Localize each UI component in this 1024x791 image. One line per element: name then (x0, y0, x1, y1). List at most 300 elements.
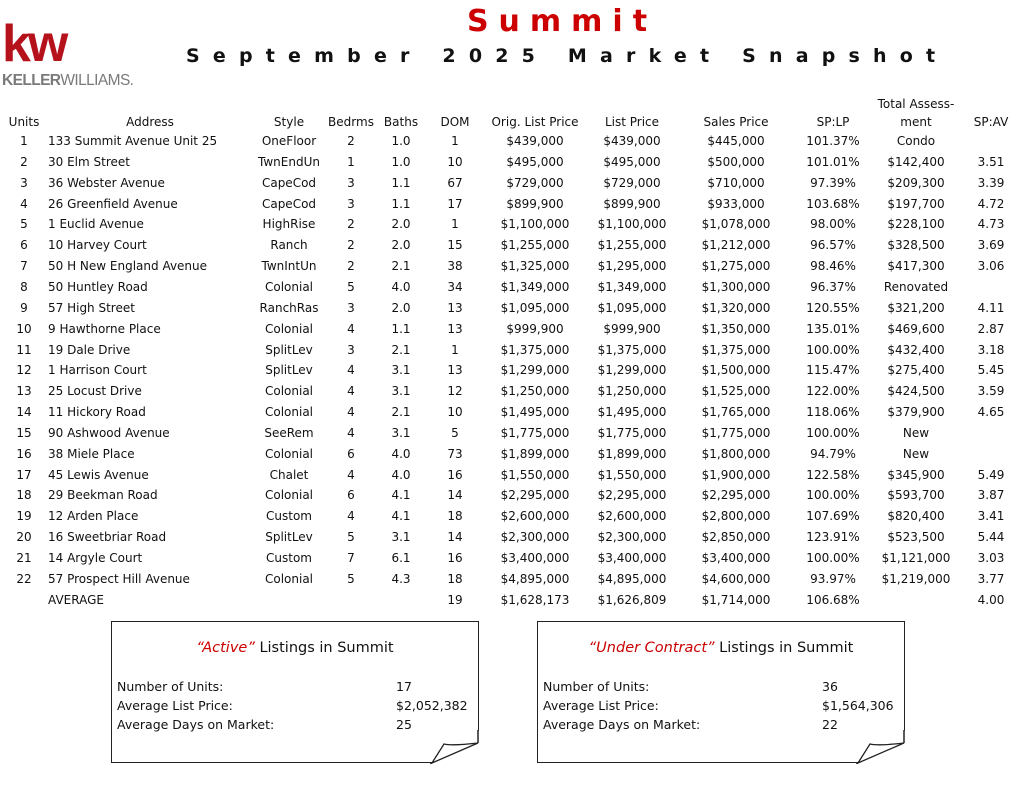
cell-list-price: $2,295,000 (597, 488, 667, 503)
active-listings-title-accent: “Active” (196, 640, 255, 656)
cell-units: 8 (20, 279, 28, 294)
cell-total-assessment: $1,219,000 (881, 571, 951, 586)
cell-orig-list-price: $899,900 (506, 196, 564, 211)
cell-orig-list-price: $439,000 (506, 134, 564, 148)
cell-baths: 3.1 (391, 363, 411, 378)
cell-dom: 13 (447, 363, 463, 378)
cell-dom: 18 (447, 509, 463, 524)
cell-sp-av: 3.51 (977, 154, 1005, 169)
cell-sales-price: $1,212,000 (701, 238, 771, 253)
active-avg-list-price-label: Average List Price: (117, 698, 233, 713)
cell-style: Colonial (264, 279, 314, 294)
cell-bedrms: 3 (347, 175, 355, 190)
cell-baths: 2.1 (391, 259, 411, 274)
cell-list-price: $999,900 (603, 321, 661, 336)
cell-bedrms: 2 (347, 238, 355, 253)
active-avg-list-price-value: $2,052,382 (396, 698, 468, 713)
column-header-address: Address (126, 115, 174, 129)
cell-sp-av: 5.44 (977, 530, 1005, 545)
cell-units: 7 (20, 259, 28, 274)
cell-list-price: $495,000 (603, 154, 661, 169)
cell-style: CapeCod (261, 175, 317, 190)
cell-address: 10 Harvey Court (48, 238, 147, 253)
cell-baths: 2.1 (391, 342, 411, 357)
cell-baths: 4.0 (391, 467, 411, 482)
average-label: AVERAGE (48, 592, 104, 607)
cell-bedrms: 4 (347, 384, 355, 399)
cell-style: Colonial (264, 384, 314, 399)
average-sales-price: $1,714,000 (701, 592, 771, 607)
cell-sp-lp: 120.55% (806, 300, 860, 315)
cell-dom: 16 (447, 467, 463, 482)
cell-units: 20 (16, 530, 32, 545)
cell-list-price: $1,095,000 (597, 300, 667, 315)
cell-list-price: $1,775,000 (597, 425, 667, 440)
cell-sp-lp: 135.01% (806, 321, 860, 336)
under-contract-title-rest: Listings in Summit (714, 640, 854, 656)
cell-total-assessment: $345,900 (887, 467, 945, 482)
column-header-dom: DOM (440, 115, 470, 129)
cell-list-price: $439,000 (603, 134, 661, 148)
cell-style: SplitLev (265, 342, 313, 357)
cell-sp-av: 5.49 (977, 467, 1005, 482)
cell-sales-price: $1,275,000 (701, 259, 771, 274)
cell-style: Chalet (269, 467, 309, 482)
cell-dom: 67 (447, 175, 463, 190)
column-header-style: Style (273, 115, 305, 129)
cell-units: 19 (16, 509, 32, 524)
cell-total-assessment: $328,500 (887, 238, 945, 253)
cell-orig-list-price: $1,899,000 (500, 446, 570, 461)
column-header-total-assessment-line2: ment (900, 115, 932, 129)
average-sp-lp: 106.68% (806, 592, 860, 607)
cell-list-price: $3,400,000 (597, 551, 667, 565)
cell-list-price: $2,300,000 (597, 530, 667, 545)
cell-style: TwnEndUn (258, 154, 320, 169)
cell-sales-price: $710,000 (707, 175, 765, 190)
active-listings-box (111, 621, 479, 763)
cell-style: Colonial (264, 321, 314, 336)
cell-sales-price: $2,295,000 (701, 488, 771, 503)
cell-orig-list-price: $999,900 (506, 321, 564, 336)
cell-address: 1 Harrison Court (48, 363, 147, 378)
cell-orig-list-price: $1,299,000 (500, 363, 570, 378)
cell-sp-lp: 93.97% (810, 571, 856, 586)
cell-baths: 4.1 (391, 509, 411, 524)
active-avg-dom-label: Average Days on Market: (117, 717, 275, 732)
under-contract-listings-box (537, 621, 905, 763)
cell-bedrms: 4 (347, 425, 355, 440)
cell-baths: 3.1 (391, 530, 411, 545)
cell-sp-lp: 115.47% (806, 363, 860, 378)
cell-units: 1 (20, 134, 28, 148)
cell-sp-av: 4.65 (977, 405, 1005, 420)
cell-total-assessment: $469,600 (887, 321, 945, 336)
cell-style: OneFloor (261, 134, 317, 148)
cell-bedrms: 2 (347, 259, 355, 274)
active-avg-dom-value: 25 (396, 717, 412, 732)
cell-baths: 1.1 (391, 196, 411, 211)
cell-baths: 2.1 (391, 405, 411, 420)
cell-baths: 4.0 (391, 446, 411, 461)
cell-dom: 12 (447, 384, 463, 399)
cell-sp-lp: 96.57% (810, 238, 856, 253)
cell-orig-list-price: $1,495,000 (500, 405, 570, 420)
cell-sp-lp: 100.00% (806, 551, 860, 565)
column-header-baths: Baths (383, 115, 419, 129)
cell-address: 16 Sweetbriar Road (48, 530, 167, 545)
cell-style: Custom (266, 509, 312, 524)
cell-units: 5 (20, 217, 28, 232)
cell-address: 30 Elm Street (48, 154, 130, 169)
cell-bedrms: 5 (347, 530, 355, 545)
cell-units: 21 (16, 551, 32, 565)
cell-sp-av: 3.87 (977, 488, 1005, 503)
cell-dom: 18 (447, 571, 463, 586)
cell-sp-lp: 97.39% (810, 175, 856, 190)
active-listings-title (112, 640, 478, 656)
under-contract-title-accent: “Under Contract” (588, 640, 715, 656)
cell-address: 12 Arden Place (48, 509, 139, 524)
cell-bedrms: 5 (347, 279, 355, 294)
cell-sales-price: $445,000 (707, 134, 765, 148)
cell-address: 50 H New England Avenue (48, 259, 208, 274)
cell-sp-av: 5.45 (977, 363, 1005, 378)
cell-sp-av: 4.73 (977, 217, 1005, 232)
cell-orig-list-price: $4,895,000 (500, 571, 570, 586)
active-listings-title-rest: Listings in Summit (254, 640, 394, 656)
cell-sales-price: $1,300,000 (701, 279, 771, 294)
cell-list-price: $729,000 (603, 175, 661, 190)
cell-orig-list-price: $495,000 (506, 154, 564, 169)
cell-sales-price: $500,000 (707, 154, 765, 169)
page-curl-icon (430, 730, 480, 764)
cell-orig-list-price: $2,300,000 (500, 530, 570, 545)
cell-sp-lp: 122.00% (806, 384, 860, 399)
cell-orig-list-price: $1,095,000 (500, 300, 570, 315)
cell-sales-price: $1,375,000 (701, 342, 771, 357)
cell-sp-lp: 101.01% (806, 154, 860, 169)
cell-baths: 2.0 (391, 300, 411, 315)
cell-list-price: $1,375,000 (597, 342, 667, 357)
cell-bedrms: 2 (347, 217, 355, 232)
cell-style: Custom (266, 551, 312, 565)
cell-address: 9 Hawthorne Place (48, 321, 161, 336)
cell-orig-list-price: $1,550,000 (500, 467, 570, 482)
cell-style: SplitLev (265, 363, 313, 378)
cell-units: 14 (16, 405, 32, 420)
cell-total-assessment: $209,300 (887, 175, 945, 190)
active-units-value: 17 (396, 679, 412, 694)
cell-total-assessment: New (902, 425, 930, 440)
cell-total-assessment: $523,500 (887, 530, 945, 545)
cell-total-assessment: $417,300 (887, 259, 945, 274)
average-list-price: $1,626,809 (597, 592, 667, 607)
cell-orig-list-price: $3,400,000 (500, 551, 570, 565)
cell-sp-lp: 100.00% (806, 488, 860, 503)
cell-list-price: $1,495,000 (597, 405, 667, 420)
cell-style: TwnIntUn (261, 259, 317, 274)
cell-dom: 15 (447, 238, 463, 253)
cell-sp-av: 3.41 (977, 509, 1005, 524)
cell-dom: 14 (447, 488, 463, 503)
cell-sales-price: $2,800,000 (701, 509, 771, 524)
cell-style: HighRise (262, 217, 316, 232)
cell-baths: 3.1 (391, 425, 411, 440)
contract-avg-list-price-value: $1,564,306 (822, 698, 894, 713)
cell-dom: 73 (447, 446, 463, 461)
contract-avg-list-price-label: Average List Price: (543, 698, 659, 713)
cell-sales-price: $1,800,000 (701, 446, 771, 461)
cell-units: 18 (16, 488, 32, 503)
cell-total-assessment: $593,700 (887, 488, 945, 503)
logo-name-bold: KELLER (2, 72, 61, 89)
cell-dom: 34 (447, 279, 463, 294)
cell-address: 38 Miele Place (48, 446, 135, 461)
cell-total-assessment: $379,900 (887, 405, 945, 420)
cell-style: Colonial (264, 571, 314, 586)
cell-units: 4 (20, 196, 28, 211)
cell-baths: 1.1 (391, 321, 411, 336)
page-subtitle: September 2025 Market Snapshot (186, 45, 949, 67)
cell-sp-lp: 101.37% (806, 134, 860, 148)
cell-sp-lp: 100.00% (806, 425, 860, 440)
cell-style: Colonial (264, 488, 314, 503)
column-header-list-price: List Price (604, 115, 660, 129)
cell-units: 17 (16, 467, 32, 482)
cell-bedrms: 3 (347, 196, 355, 211)
cell-orig-list-price: $1,250,000 (500, 384, 570, 399)
cell-style: Colonial (264, 405, 314, 420)
cell-address: 19 Dale Drive (48, 342, 131, 357)
column-header-units: Units (8, 115, 40, 129)
cell-address: 90 Ashwood Avenue (48, 425, 170, 440)
cell-list-price: $4,895,000 (597, 571, 667, 586)
cell-sp-av: 3.77 (977, 571, 1005, 586)
cell-units: 6 (20, 238, 28, 253)
cell-address: 25 Locust Drive (48, 384, 142, 399)
cell-bedrms: 3 (347, 342, 355, 357)
cell-bedrms: 7 (347, 551, 355, 565)
cell-sp-av: 3.69 (977, 238, 1005, 253)
cell-sales-price: $1,320,000 (701, 300, 771, 315)
contract-avg-dom-label: Average Days on Market: (543, 717, 701, 732)
cell-list-price: $1,550,000 (597, 467, 667, 482)
cell-orig-list-price: $1,775,000 (500, 425, 570, 440)
cell-total-assessment: Condo (896, 134, 936, 148)
cell-dom: 14 (447, 530, 463, 545)
cell-bedrms: 4 (347, 321, 355, 336)
cell-sales-price: $1,765,000 (701, 405, 771, 420)
cell-sp-av: 2.87 (977, 321, 1005, 336)
cell-bedrms: 4 (347, 363, 355, 378)
kw-logo-mark: kw (2, 15, 66, 73)
cell-units: 10 (16, 321, 32, 336)
cell-address: 50 Huntley Road (48, 279, 148, 294)
cell-sp-lp: 94.79% (810, 446, 856, 461)
cell-total-assessment: $424,500 (887, 384, 945, 399)
cell-sp-lp: 96.37% (810, 279, 856, 294)
cell-sp-lp: 100.00% (806, 342, 860, 357)
column-header-total-assessment-line1: Total Assess- (877, 97, 955, 111)
cell-total-assessment: $275,400 (887, 363, 945, 378)
cell-baths: 4.0 (391, 279, 411, 294)
cell-sp-lp: 107.69% (806, 509, 860, 524)
cell-orig-list-price: $2,295,000 (500, 488, 570, 503)
cell-total-assessment: $820,400 (887, 509, 945, 524)
cell-dom: 13 (447, 300, 463, 315)
cell-sp-lp: 103.68% (806, 196, 860, 211)
cell-sales-price: $2,850,000 (701, 530, 771, 545)
contract-units-label: Number of Units: (543, 679, 650, 694)
cell-style: SeeRem (264, 425, 314, 440)
cell-sp-av: 3.59 (977, 384, 1005, 399)
cell-list-price: $1,250,000 (597, 384, 667, 399)
cell-units: 12 (16, 363, 32, 378)
cell-orig-list-price: $1,349,000 (500, 279, 570, 294)
cell-units: 11 (16, 342, 32, 357)
cell-bedrms: 2 (347, 134, 355, 148)
average-dom: 19 (447, 592, 463, 607)
average-sp-av: 4.00 (977, 592, 1005, 607)
column-header-sp-lp: SP:LP (816, 115, 850, 129)
page-curl-icon (856, 730, 906, 764)
cell-address: 133 Summit Avenue Unit 25 (48, 134, 218, 148)
cell-units: 16 (16, 446, 32, 461)
cell-total-assessment: $228,100 (887, 217, 945, 232)
cell-dom: 16 (447, 551, 463, 565)
page-title: Summit (466, 4, 658, 39)
cell-total-assessment: Renovated (883, 279, 949, 294)
cell-sales-price: $1,500,000 (701, 363, 771, 378)
cell-orig-list-price: $1,375,000 (500, 342, 570, 357)
cell-address: 1 Euclid Avenue (48, 217, 144, 232)
cell-sp-av: 3.06 (977, 259, 1005, 274)
cell-address: 57 High Street (48, 300, 135, 315)
cell-units: 15 (16, 425, 32, 440)
average-orig-list-price: $1,628,173 (500, 592, 570, 607)
column-header-orig-list-price: Orig. List Price (491, 115, 579, 129)
cell-dom: 38 (447, 259, 463, 274)
cell-bedrms: 4 (347, 509, 355, 524)
cell-sp-lp: 118.06% (806, 405, 860, 420)
cell-dom: 10 (447, 405, 463, 420)
cell-total-assessment: $432,400 (887, 342, 945, 357)
cell-address: 45 Lewis Avenue (48, 467, 149, 482)
column-header-bedrms: Bedrms (328, 115, 374, 129)
cell-bedrms: 6 (347, 488, 355, 503)
cell-list-price: $1,299,000 (597, 363, 667, 378)
cell-style: Ranch (270, 238, 308, 253)
cell-list-price: $1,100,000 (597, 217, 667, 232)
cell-list-price: $1,295,000 (597, 259, 667, 274)
cell-sp-lp: 98.46% (810, 259, 856, 274)
cell-baths: 3.1 (391, 384, 411, 399)
cell-dom: 13 (447, 321, 463, 336)
cell-dom: 1 (451, 342, 459, 357)
cell-sales-price: $4,600,000 (701, 571, 771, 586)
under-contract-title (538, 640, 904, 656)
cell-units: 22 (16, 571, 32, 586)
cell-total-assessment: New (902, 446, 930, 461)
cell-bedrms: 4 (347, 405, 355, 420)
contract-units-value: 36 (822, 679, 838, 694)
cell-sp-lp: 122.58% (806, 467, 860, 482)
cell-address: 26 Greenfield Avenue (48, 196, 178, 211)
cell-style: SplitLev (265, 530, 313, 545)
cell-bedrms: 6 (347, 446, 355, 461)
cell-orig-list-price: $1,255,000 (500, 238, 570, 253)
cell-orig-list-price: $1,100,000 (500, 217, 570, 232)
cell-sp-av: 4.11 (977, 300, 1005, 315)
cell-address: 57 Prospect Hill Avenue (48, 571, 190, 586)
cell-units: 2 (20, 154, 28, 169)
cell-units: 3 (20, 175, 28, 190)
cell-baths: 1.1 (391, 175, 411, 190)
cell-orig-list-price: $2,600,000 (500, 509, 570, 524)
cell-address: 36 Webster Avenue (48, 175, 165, 190)
cell-orig-list-price: $729,000 (506, 175, 564, 190)
cell-style: Colonial (264, 446, 314, 461)
cell-total-assessment: $197,700 (887, 196, 945, 211)
cell-units: 9 (20, 300, 28, 315)
cell-baths: 2.0 (391, 217, 411, 232)
cell-style: RanchRas (259, 300, 319, 315)
cell-list-price: $899,900 (603, 196, 661, 211)
cell-list-price: $1,899,000 (597, 446, 667, 461)
cell-dom: 10 (447, 154, 463, 169)
cell-total-assessment: $1,121,000 (881, 551, 951, 565)
cell-address: 11 Hickory Road (48, 405, 146, 420)
cell-sp-av: 3.18 (977, 342, 1005, 357)
cell-sp-av: 4.72 (977, 196, 1005, 211)
cell-sales-price: $3,400,000 (701, 551, 771, 565)
cell-total-assessment: $321,200 (887, 300, 945, 315)
cell-list-price: $1,349,000 (597, 279, 667, 294)
cell-address: 29 Beekman Road (48, 488, 158, 503)
cell-sales-price: $1,078,000 (701, 217, 771, 232)
cell-sp-lp: 98.00% (810, 217, 856, 232)
cell-orig-list-price: $1,325,000 (500, 259, 570, 274)
cell-baths: 1.0 (391, 154, 411, 169)
logo-name-light: WILLIAMS. (60, 72, 134, 89)
cell-units: 13 (16, 384, 32, 399)
cell-total-assessment: $142,400 (887, 154, 945, 169)
cell-list-price: $2,600,000 (597, 509, 667, 524)
cell-bedrms: 1 (347, 154, 355, 169)
cell-sp-lp: 123.91% (806, 530, 860, 545)
active-units-label: Number of Units: (117, 679, 224, 694)
cell-baths: 1.0 (391, 134, 411, 148)
cell-sales-price: $1,900,000 (701, 467, 771, 482)
cell-baths: 6.1 (391, 551, 411, 565)
cell-sp-av: 3.39 (977, 175, 1005, 190)
cell-sales-price: $933,000 (707, 196, 765, 211)
cell-baths: 4.3 (391, 571, 411, 586)
cell-address: 14 Argyle Court (48, 551, 143, 565)
contract-avg-dom-value: 22 (822, 717, 838, 732)
cell-bedrms: 3 (347, 300, 355, 315)
cell-list-price: $1,255,000 (597, 238, 667, 253)
column-header-sp-av: SP:AV (973, 115, 1009, 129)
cell-sales-price: $1,525,000 (701, 384, 771, 399)
cell-baths: 4.1 (391, 488, 411, 503)
cell-bedrms: 4 (347, 467, 355, 482)
cell-dom: 1 (451, 134, 459, 148)
column-header-sales-price: Sales Price (703, 115, 769, 129)
cell-baths: 2.0 (391, 238, 411, 253)
cell-sp-av: 3.03 (977, 551, 1005, 565)
